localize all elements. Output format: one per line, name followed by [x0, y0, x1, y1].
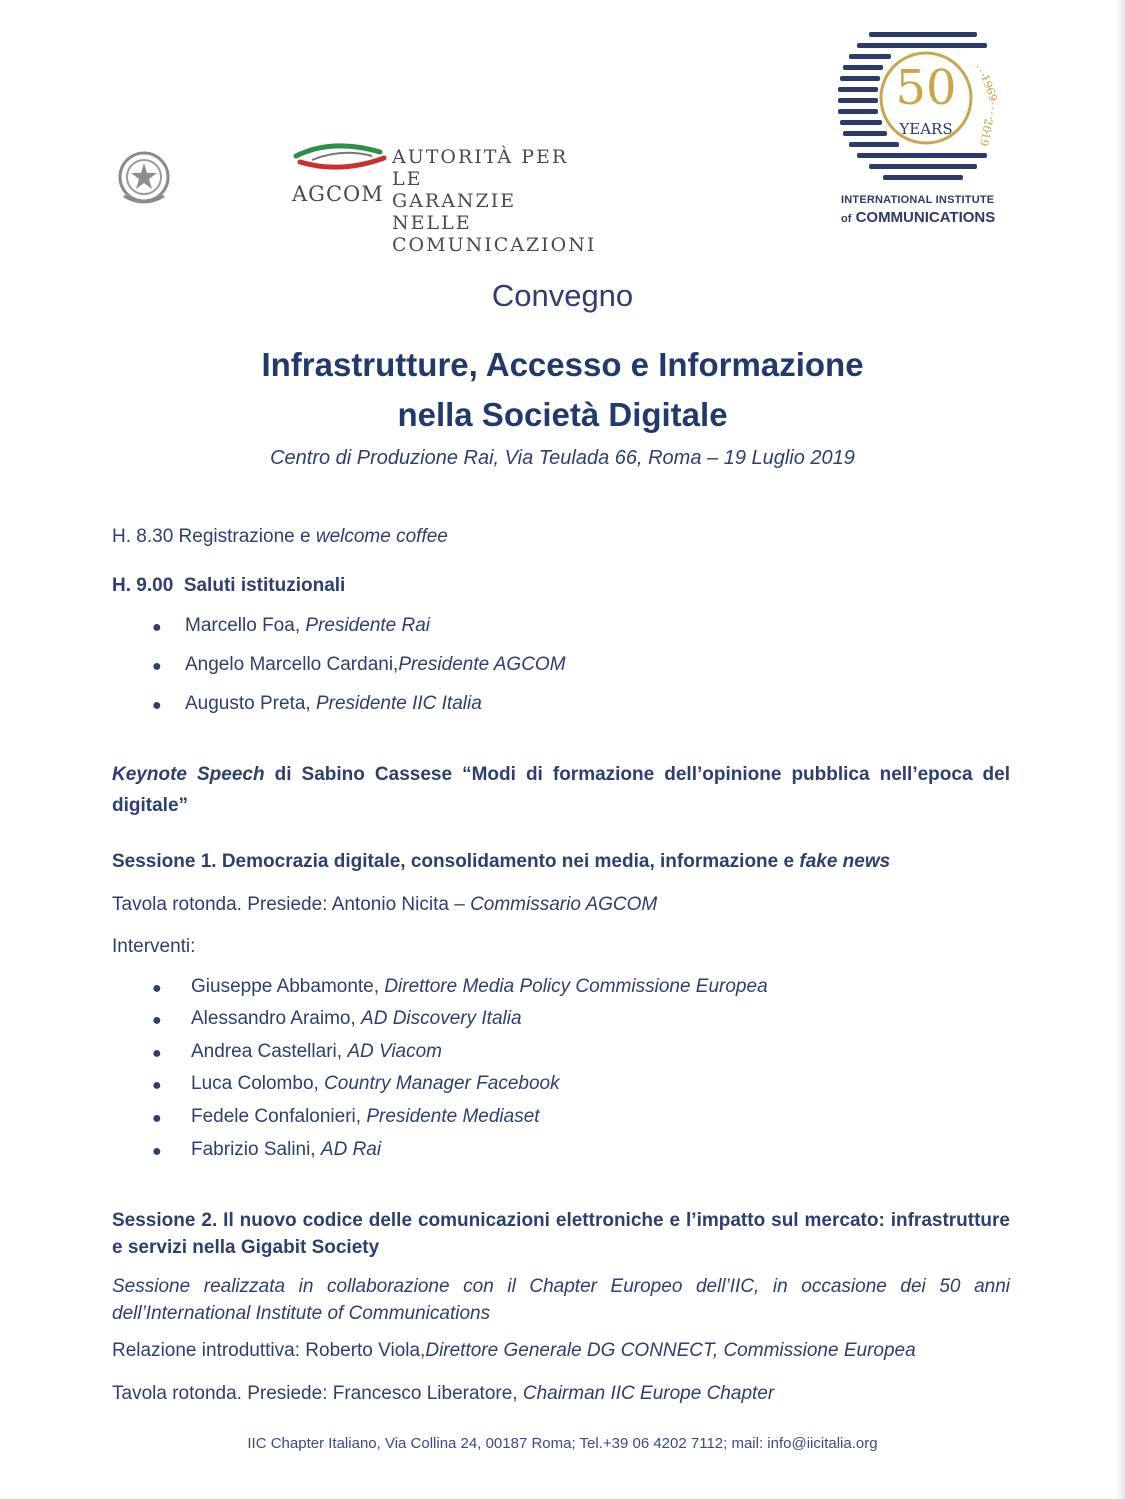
session1-speaker	[191, 1008, 522, 1030]
bullet-icon: ●	[152, 619, 162, 636]
bullet-icon: ●	[152, 1012, 162, 1029]
event-title-line2: nella Società Digitale	[397, 396, 728, 433]
bullet-icon: ●	[152, 980, 162, 997]
registration-line	[112, 526, 448, 548]
intro-role: Direttore Generale DG CONNECT, Commissione Europea	[425, 1340, 916, 1361]
chair-text: Tavola rotonda. Presiede: Antonio Nicita –	[112, 894, 465, 915]
session1-speaker	[191, 1106, 540, 1128]
session2-note: Sessione realizzata in collaborazione con il Chapter Europeo dell’IIC, in occasione dei 50 anni dell’International Institute of Communications	[112, 1276, 1010, 1324]
speaker-name: Giuseppe Abbamonte,	[191, 976, 380, 997]
session1-speaker	[191, 1041, 442, 1063]
session1-speaker	[191, 1073, 560, 1095]
session1-heading	[112, 851, 890, 873]
speaker-role: Presidente Mediaset	[366, 1106, 540, 1127]
bullet-icon: ●	[152, 1143, 162, 1160]
event-title-line1: Infrastrutture, Accesso e Informazione	[261, 346, 864, 383]
session2-heading: Sessione 2. Il nuovo codice delle comunicazioni elettroniche e l’impatto sul mercato: infrastrutture e servizi nella Gigabit Society	[112, 1210, 1010, 1258]
speaker-name: Fedele Confalonieri,	[191, 1106, 362, 1127]
page-edge-shadow	[1115, 0, 1125, 1499]
svg-text:2019: 2019	[977, 117, 995, 148]
speaker-role: Direttore Media Policy Commissione Europea	[384, 976, 768, 997]
iic-years-label: YEARS	[899, 120, 953, 138]
session1-speaker	[191, 976, 768, 998]
speaker-role: AD Viacom	[347, 1041, 442, 1062]
speaker-name: Luca Colombo,	[191, 1073, 319, 1094]
keynote-text: di Sabino Cassese “Modi di formazione dell’opinione pubblica nell’epoca del digitale”	[112, 764, 1011, 816]
bullet-icon: ●	[152, 658, 162, 675]
event-kicker: Convegno	[491, 278, 634, 313]
footer-contact: IIC Chapter Italiano, Via Collina 24, 00187 Roma; Tel.+39 06 4202 7112; mail: info@iicitalia.org	[247, 1435, 878, 1452]
registration-time: H. 8.30	[112, 526, 174, 547]
iic-anniversary-number: 50	[895, 60, 957, 116]
session2-chair	[112, 1383, 774, 1405]
agcom-abbreviation: AGCOM	[292, 182, 384, 206]
chair-text: Tavola rotonda. Presiede: Francesco Liberatore,	[112, 1383, 518, 1404]
iic-name-prefix: of	[841, 213, 852, 225]
session2-intro	[112, 1340, 916, 1362]
session1-chair	[112, 894, 657, 916]
registration-italic: welcome coffee	[315, 526, 448, 547]
agcom-full-name: AUTORITÀ PER LE GARANZIE NELLE COMUNICAZIONI	[392, 146, 597, 256]
chair-role: Commissario AGCOM	[470, 894, 658, 915]
speaker-name: Andrea Castellari,	[191, 1041, 343, 1062]
keynote-paragraph	[112, 759, 1010, 821]
session1-heading-italic: fake news	[799, 851, 891, 872]
iic-name-main: COMMUNICATIONS	[855, 209, 996, 226]
italian-republic-emblem-icon	[116, 146, 172, 208]
greeting-speaker	[185, 654, 566, 676]
greetings-heading: H. 9.00 Saluti istituzionali	[112, 575, 346, 596]
greeting-speaker	[185, 693, 482, 715]
speaker-role: Country Manager Facebook	[324, 1073, 560, 1094]
iic-name-line1: INTERNATIONAL INSTITUTE	[841, 194, 995, 206]
intro-text: Relazione introduttiva: Roberto Viola,	[112, 1340, 426, 1361]
bullet-icon: ●	[152, 1077, 162, 1094]
speaker-role: AD Rai	[320, 1139, 382, 1160]
session1-heading-text: Sessione 1. Democrazia digitale, consolidamento nei media, informazione e	[112, 851, 795, 872]
speaker-role: Presidente AGCOM	[398, 654, 566, 675]
bullet-icon: ●	[152, 697, 162, 714]
svg-text:1969: 1969	[978, 72, 1000, 104]
speaker-name: Marcello Foa,	[185, 615, 301, 636]
session1-speaker	[191, 1139, 381, 1161]
event-venue: Centro di Produzione Rai, Via Teulada 66, Roma – 19 Luglio 2019	[270, 447, 855, 469]
agcom-swoosh-icon	[292, 140, 388, 174]
speaker-name: Angelo Marcello Cardani,	[185, 654, 399, 675]
speaker-name: Fabrizio Salini,	[191, 1139, 316, 1160]
registration-text: Registrazione e	[178, 526, 311, 547]
bullet-icon: ●	[152, 1045, 162, 1062]
speaker-name: Alessandro Araimo,	[191, 1008, 356, 1029]
speaker-name: Augusto Preta,	[185, 693, 311, 714]
greeting-speaker	[185, 615, 430, 637]
iic-name-line2	[841, 209, 1017, 226]
speaker-role: Presidente IIC Italia	[315, 693, 482, 714]
iic-50-years-logo	[835, 26, 1015, 232]
bullet-icon: ●	[152, 1110, 162, 1127]
agcom-logo	[116, 140, 597, 256]
speaker-role: Presidente Rai	[305, 615, 431, 636]
interventions-label: Interventi:	[112, 936, 196, 957]
speaker-role: AD Discovery Italia	[361, 1008, 522, 1029]
chair-role: Chairman IIC Europe Chapter	[522, 1383, 775, 1404]
event-title	[0, 340, 1125, 440]
keynote-label: Keynote Speech	[112, 764, 265, 785]
